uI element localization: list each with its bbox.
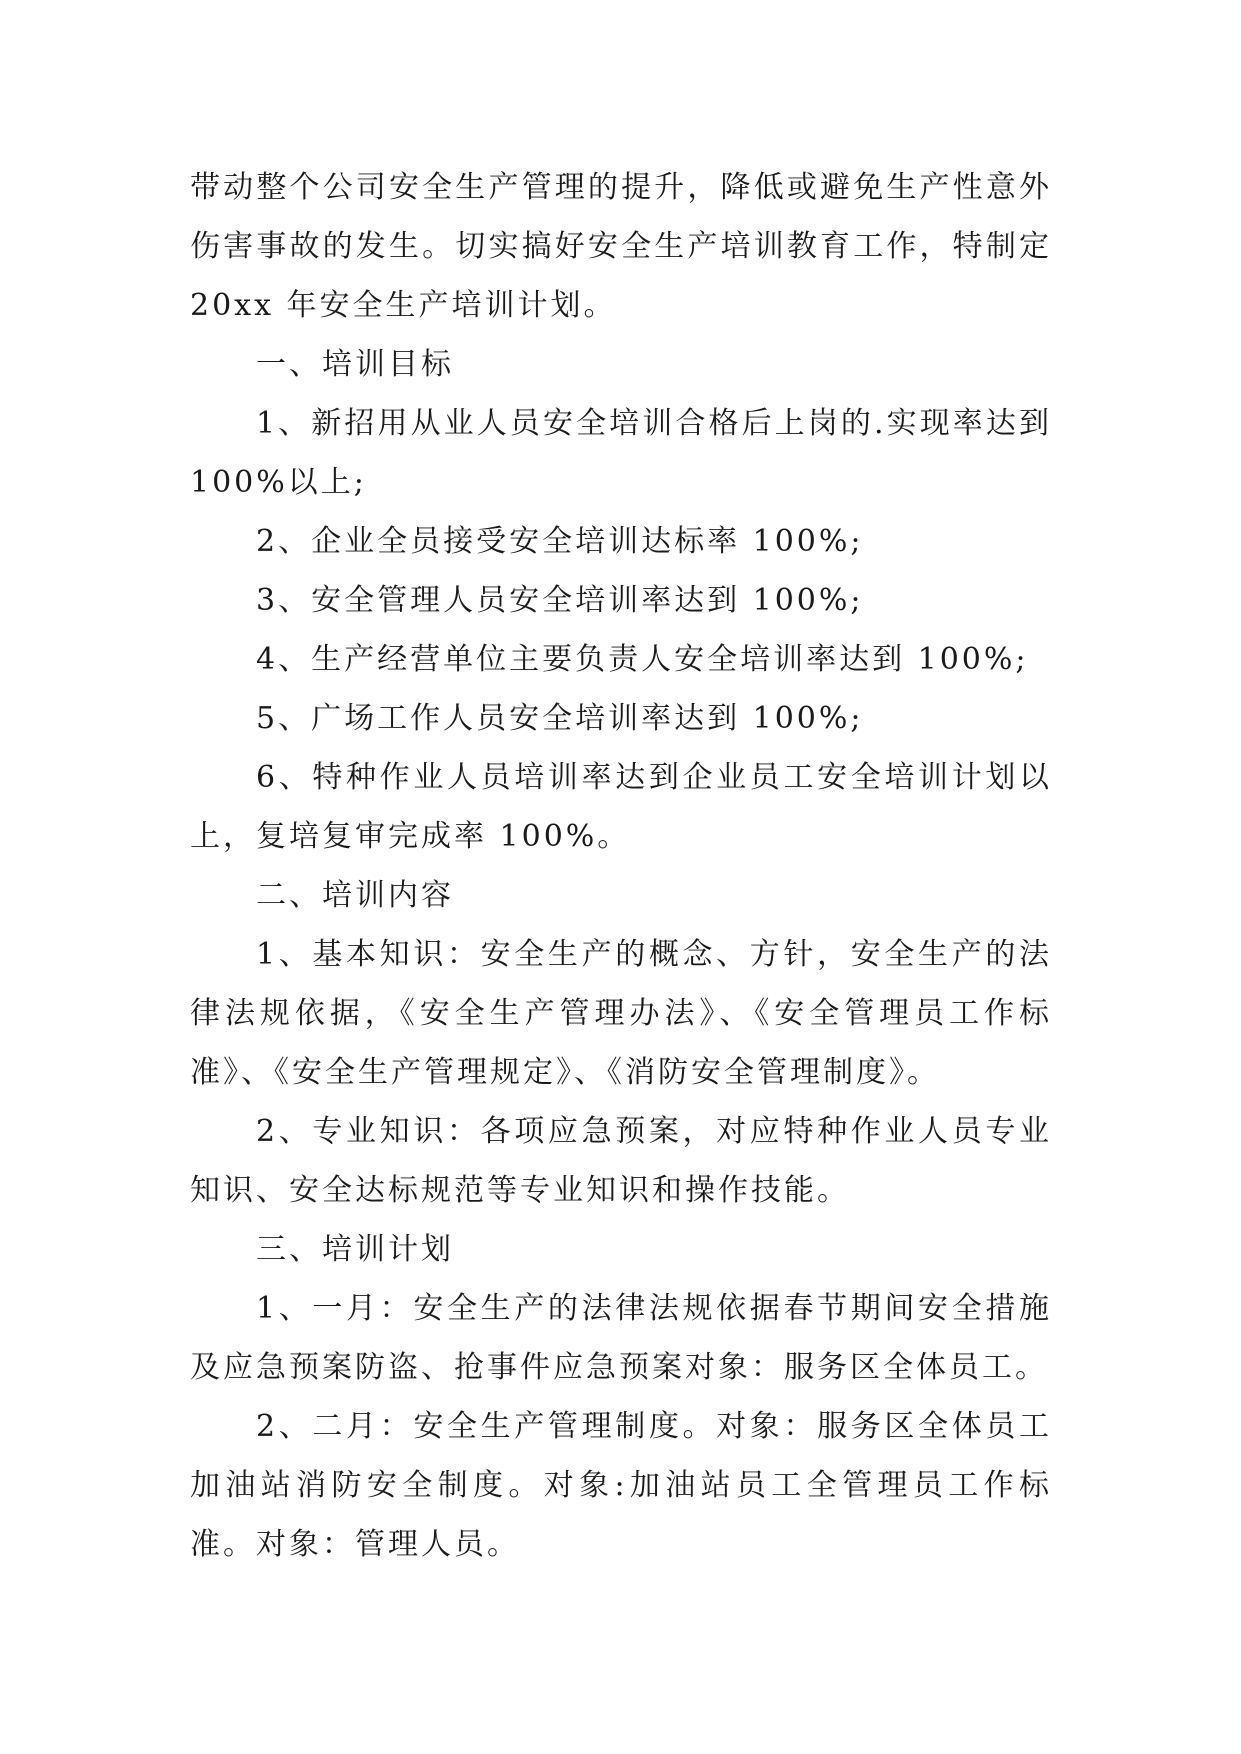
- section-heading-training-plan: 三、培训计划: [256, 1232, 454, 1267]
- intro-paragraph: 带动整个公司安全生产管理的提升，降低或避免生产性意外伤害事故的发生。切实搞好安全生产培训教育工作，特制定20xx 年安全生产培训计划。: [190, 170, 1052, 323]
- goal-item-5: 5、广场工作人员安全培训率达到 100%;: [256, 701, 864, 736]
- goal-item-3: 3、安全管理人员安全培训率达到 100%;: [256, 583, 864, 618]
- goal-item-4: 4、生产经营单位主要负责人安全培训率达到 100%;: [256, 642, 1029, 677]
- plan-item-1: 1、一月：安全生产的法律法规依据春节期间安全措施及应急预案防盗、抢事件应急预案对象：服务区全体员工。: [190, 1291, 1052, 1385]
- goal-item-6: 6、特种作业人员培训率达到企业员工安全培训计划以上，复培复审完成率 100%。: [190, 760, 1052, 854]
- goal-item-1: 1、新招用从业人员安全培训合格后上岗的.实现率达到100%以上;: [190, 406, 1052, 500]
- section-heading-training-goals: 一、培训目标: [256, 347, 454, 382]
- plan-item-2: 2、二月：安全生产管理制度。对象：服务区全体员工加油站消防安全制度。对象:加油站员工全管理员工作标准。对象：管理人员。: [190, 1409, 1052, 1562]
- document-body: [190, 158, 1052, 1574]
- section-heading-training-content: 二、培训内容: [256, 878, 454, 913]
- content-item-1: 1、基本知识：安全生产的概念、方针，安全生产的法律法规依据，《安全生产管理办法》、《安全管理员工作标准》、《安全生产管理规定》、《消防安全管理制度》。: [190, 937, 1052, 1090]
- content-item-2: 2、专业知识：各项应急预案，对应特种作业人员专业知识、安全达标规范等专业知识和操作技能。: [190, 1114, 1052, 1208]
- goal-item-2: 2、企业全员接受安全培训达标率 100%;: [256, 524, 864, 559]
